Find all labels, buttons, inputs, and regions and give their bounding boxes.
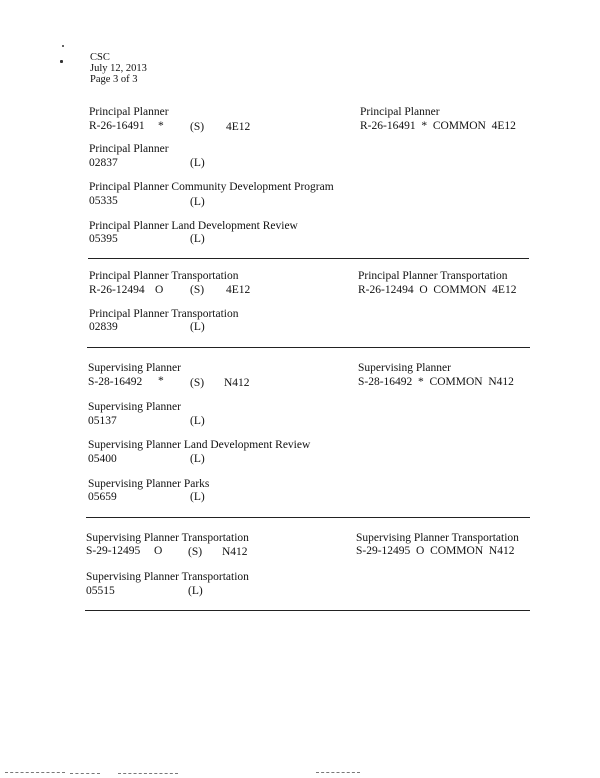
entry-mark: O [155,284,164,296]
entry-title: Supervising Planner Transportation [86,532,249,544]
section-divider [85,610,530,611]
entry-grade: N412 [224,377,250,389]
scan-speck [62,45,64,47]
entry-title: Principal Planner [89,106,169,118]
entry-code: 02837 [89,157,118,169]
entry-type: (S) [190,121,205,133]
section-divider [88,258,529,259]
entry-code: R-26-12494 [89,284,145,296]
entry-code: 05659 [88,491,117,503]
scan-speck [60,60,63,63]
common-class-title: Supervising Planner Transportation [356,532,519,544]
scan-artifact-line [316,772,360,773]
entry-type: (L) [190,321,205,333]
entry-code: R-26-16491 [89,120,145,132]
section-divider [87,347,530,348]
common-class-detail: S-29-12495 O COMMON N412 [356,545,515,557]
section-divider [86,517,530,518]
common-class-title: Supervising Planner [358,362,451,374]
entry-title: Principal Planner [89,143,169,155]
entry-type: (L) [190,453,205,465]
common-class-detail: S-28-16492 * COMMON N412 [358,376,514,388]
entry-type: (S) [190,377,205,389]
entry-title: Supervising Planner Parks [88,478,210,490]
entry-code: 05137 [88,415,117,427]
entry-title: Supervising Planner Land Development Review [88,439,311,451]
entry-type: (L) [190,157,205,169]
entry-code: S-29-12495 [86,545,141,557]
entry-title: Supervising Planner [88,362,181,374]
entry-type: (L) [188,585,203,597]
entry-mark: O [154,545,163,557]
entry-grade: 4E12 [226,284,251,296]
entry-type: (L) [190,196,205,208]
entry-code: S-28-16492 [88,376,143,388]
scan-artifact-line [70,773,100,774]
common-class-detail: R-26-12494 O COMMON 4E12 [358,284,517,296]
entry-title: Supervising Planner Transportation [86,571,249,583]
entry-mark: * [158,120,164,132]
entry-type: (S) [190,284,205,296]
entry-title: Principal Planner Community Development Program [89,181,334,193]
entry-code: 02839 [89,321,118,333]
header-page-number: Page 3 of 3 [90,74,138,85]
scan-artifact-line [5,772,65,773]
entry-title: Principal Planner Transportation [89,308,239,320]
common-class-detail: R-26-16491 * COMMON 4E12 [360,120,516,132]
entry-title: Supervising Planner [88,401,181,413]
entry-code: 05395 [89,233,118,245]
common-class-title: Principal Planner Transportation [358,270,508,282]
header-date: July 12, 2013 [90,63,147,74]
entry-type: (S) [188,546,203,558]
entry-code: 05335 [89,195,118,207]
common-class-title: Principal Planner [360,106,440,118]
header-org: CSC [90,52,110,63]
entry-mark: * [158,375,164,387]
entry-title: Principal Planner Land Development Review [89,220,298,232]
entry-code: 05400 [88,453,117,465]
scan-artifact-line [118,773,178,774]
entry-grade: N412 [222,546,248,558]
entry-type: (L) [190,415,205,427]
entry-code: 05515 [86,585,115,597]
entry-grade: 4E12 [226,121,251,133]
entry-title: Principal Planner Transportation [89,270,239,282]
entry-type: (L) [190,491,205,503]
entry-type: (L) [190,233,205,245]
